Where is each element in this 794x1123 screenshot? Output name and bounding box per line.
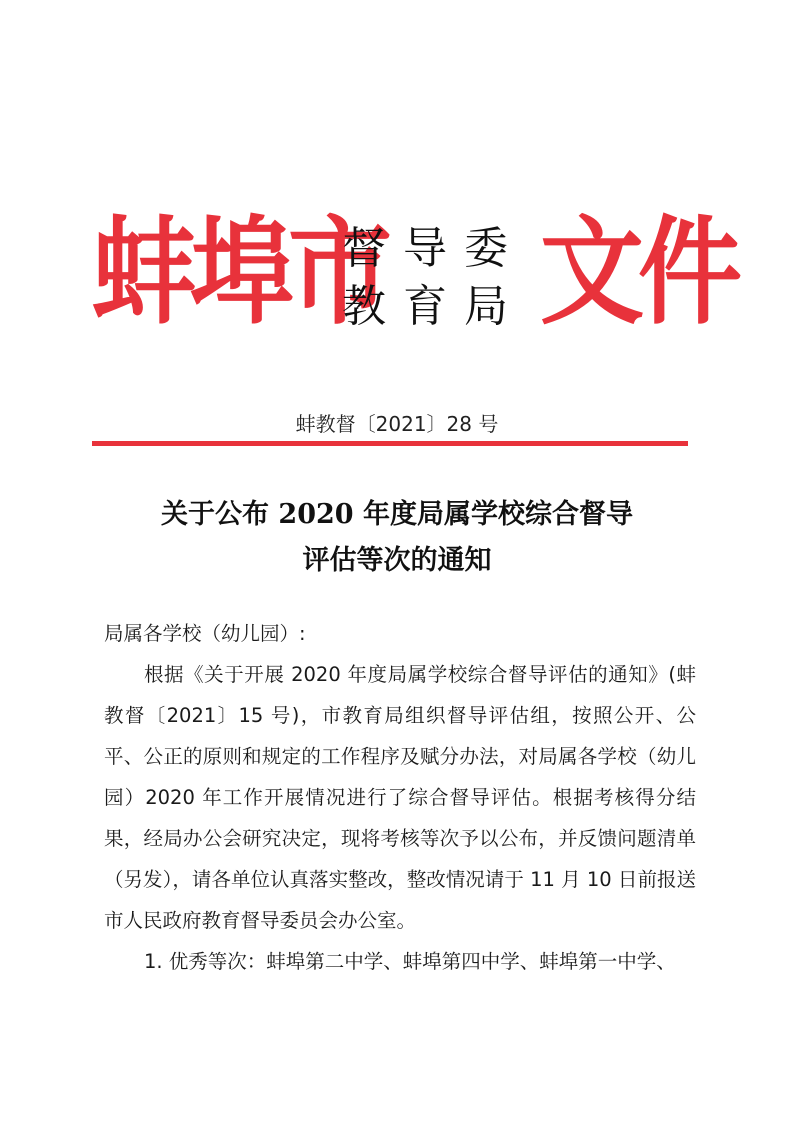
- header-issuer-education: 教育局: [342, 281, 525, 332]
- header-doc-type: 文件: [540, 203, 737, 341]
- header-issuers: [342, 220, 527, 336]
- document-body: [104, 613, 696, 982]
- body-item-1: 1. 优秀等次：蚌埠第二中学、蚌埠第四中学、蚌埠第一中学、: [144, 950, 676, 973]
- document-number: 蚌教督〔2021〕28 号: [295, 412, 499, 436]
- header-city: 蚌埠市: [92, 203, 387, 341]
- document-header: [0, 203, 794, 341]
- document-title: [0, 492, 794, 584]
- body-paragraph-1: 根据《关于开展 2020 年度局属学校综合督导评估的通知》(蚌教督〔2021〕15 号)，市教育局组织督导评估组，按照公开、公平、公正的原则和规定的工作程序及赋分办法，对局属各学校（幼儿园）2020 年工作开展情况进行了综合督导评估。根据考核得分结果，经局办公会研究决定，现将考核等次予以公布，并反馈问题清单（另发），请各单位认真落实整改，整改情况请于 11 月 10 日前报送市人民政府教育督导委员会办公室。: [104, 663, 696, 932]
- title-line-2: 评估等次的通知: [302, 545, 492, 576]
- header-divider: [92, 441, 688, 446]
- title-line-1: 关于公布 2020 年度局属学校综合督导: [161, 499, 633, 530]
- header-issuer-supervision: 督导委: [342, 223, 525, 274]
- salutation: 局属各学校（幼儿园）:: [104, 622, 306, 645]
